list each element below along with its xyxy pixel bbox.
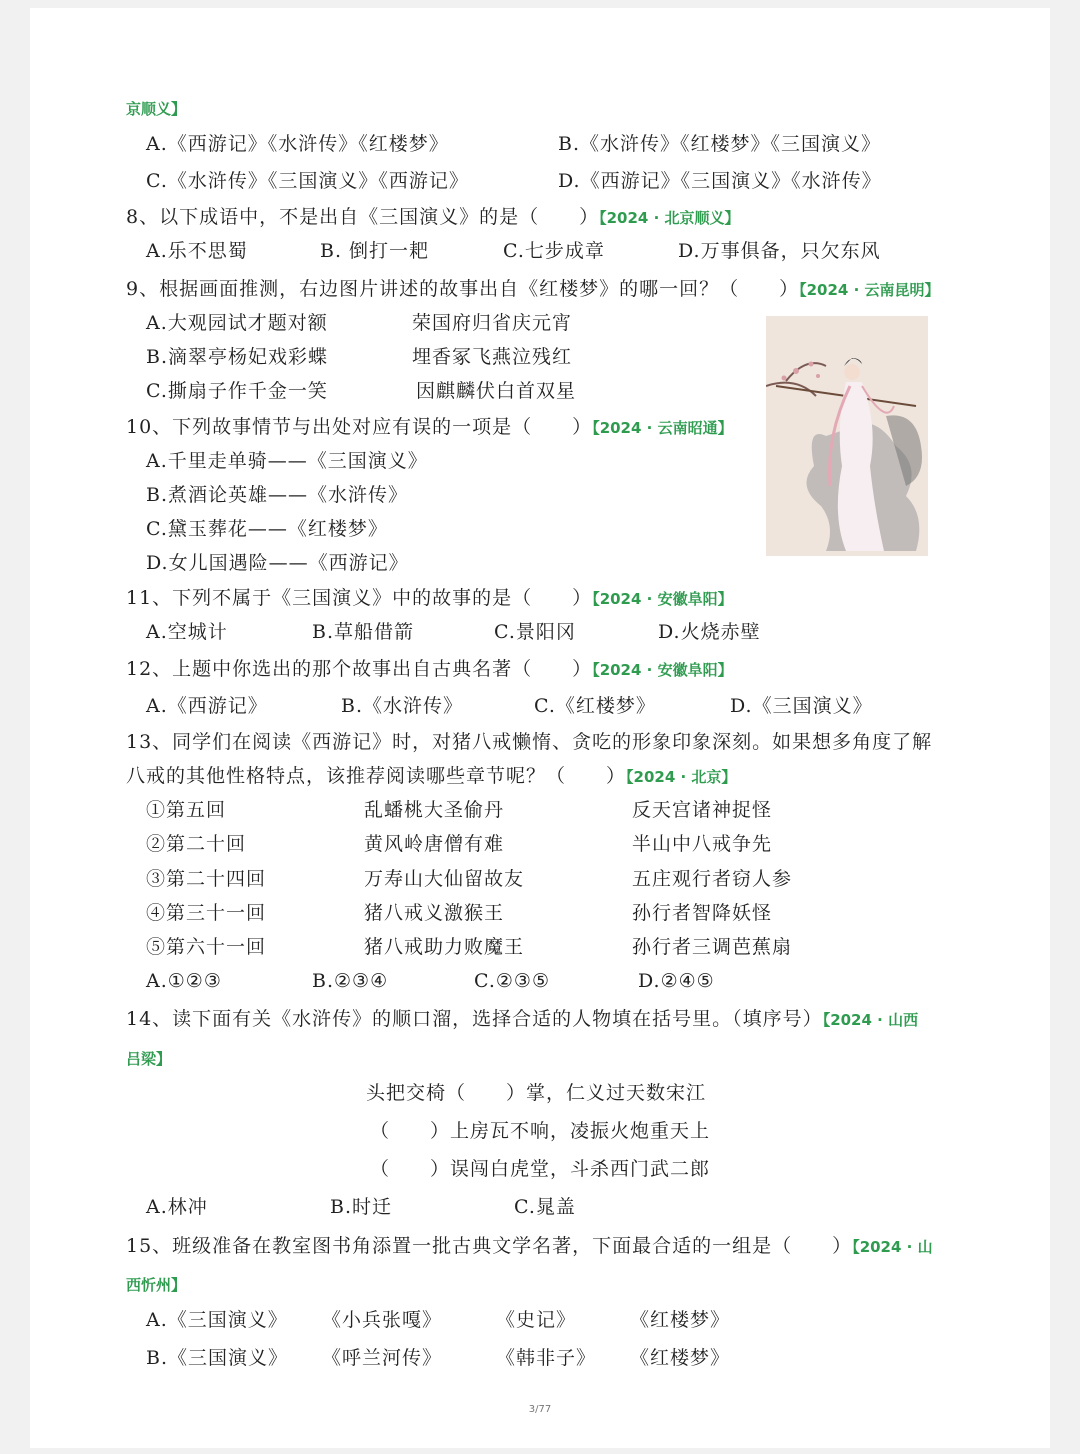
option-a-book-2: 《小兵张嘎》 bbox=[322, 1309, 443, 1331]
source-tag: 【2024 · 云南昆明】 bbox=[799, 281, 940, 299]
option-b: B.《水浒传》《红楼梦》《三国演义》 bbox=[558, 133, 882, 155]
option-b-book-4: 《红楼梦》 bbox=[630, 1347, 731, 1369]
option-b: B.《水浒传》 bbox=[341, 695, 464, 717]
question-text: 8、以下成语中，不是出自《三国演义》的是（ ） bbox=[126, 206, 600, 228]
chapter-title-1: 乱蟠桃大圣偷丹 bbox=[364, 799, 505, 821]
chapter-title-2: 反天宫诸神捉怪 bbox=[632, 799, 773, 821]
source-tag: 【2024 · 北京】 bbox=[626, 768, 737, 786]
rhyme-line-2: （ ）上房瓦不响，凌振火炮重天上 bbox=[370, 1120, 711, 1142]
option-d: D.万事俱备，只欠东风 bbox=[678, 240, 881, 262]
chapter-number: ③第二十四回 bbox=[146, 868, 267, 890]
chapter-title-1: 猪八戒助力败魔王 bbox=[364, 936, 525, 958]
question-13-line2 bbox=[126, 763, 736, 790]
chapter-title-2: 孙行者三调芭蕉扇 bbox=[632, 936, 793, 958]
option-a: A.千里走单骑——《三国演义》 bbox=[146, 450, 428, 472]
question-14 bbox=[126, 1006, 918, 1033]
question-text: 14、读下面有关《水浒传》的顺口溜，选择合适的人物填在括号里。（填序号） bbox=[126, 1008, 823, 1030]
option-c: C.七步成章 bbox=[503, 240, 605, 262]
chapter-title-2: 半山中八戒争先 bbox=[632, 833, 773, 855]
option-d: D.女儿国遇险——《西游记》 bbox=[146, 552, 409, 574]
option-b-book-1: B.《三国演义》 bbox=[146, 1347, 289, 1369]
option-d: D.火烧赤壁 bbox=[658, 621, 761, 643]
source-tag: 【2024 · 安徽阜阳】 bbox=[592, 661, 733, 679]
option-c: C.②③⑤ bbox=[474, 970, 550, 992]
question-8 bbox=[126, 204, 740, 231]
option-a: A.空城计 bbox=[146, 621, 228, 643]
option-b-book-3: 《韩非子》 bbox=[496, 1347, 597, 1369]
source-tag: 【2024 · 山 bbox=[852, 1238, 933, 1256]
option-a-line2: 荣国府归省庆元宵 bbox=[412, 312, 573, 334]
chapter-title-2: 五庄观行者窃人参 bbox=[632, 868, 793, 890]
chapter-number: ①第五回 bbox=[146, 799, 227, 821]
option-d: D.②④⑤ bbox=[638, 970, 715, 992]
question-text: 11、下列不属于《三国演义》中的故事的是（ ） bbox=[126, 587, 593, 609]
option-b-book-2: 《呼兰河传》 bbox=[322, 1347, 443, 1369]
source-tag-continued: 吕梁】 bbox=[126, 1050, 172, 1068]
option-a: A.《西游记》 bbox=[146, 695, 268, 717]
option-d: D.《西游记》《三国演义》《水浒传》 bbox=[558, 170, 882, 192]
option-d: D.《三国演义》 bbox=[730, 695, 873, 717]
rhyme-line-3: （ ）误闯白虎堂，斗杀西门武二郎 bbox=[370, 1158, 711, 1180]
source-tag-continued: 西忻州】 bbox=[126, 1276, 187, 1294]
option-a-line1: A.大观园试才题对额 bbox=[146, 312, 328, 334]
chapter-number: ②第二十回 bbox=[146, 833, 247, 855]
question-10 bbox=[126, 414, 733, 441]
option-b: B. 倒打一耙 bbox=[320, 240, 430, 262]
option-b: B.②③④ bbox=[312, 970, 389, 992]
chapter-title-1: 猪八戒义激猴王 bbox=[364, 902, 505, 924]
chapter-number: ④第三十一回 bbox=[146, 902, 267, 924]
option-c: C.《水浒传》《三国演义》《西游记》 bbox=[146, 170, 469, 192]
question-text: 12、上题中你选出的那个故事出自古典名著（ ） bbox=[126, 658, 593, 680]
option-a-book-4: 《红楼梦》 bbox=[630, 1309, 731, 1331]
chapter-title-1: 黄风岭唐僧有难 bbox=[364, 833, 505, 855]
rhyme-line-1: 头把交椅（ ）掌，仁义过天数宋江 bbox=[366, 1082, 707, 1104]
story-illustration bbox=[766, 316, 928, 556]
option-a: A.《西游记》《水浒传》《红楼梦》 bbox=[146, 133, 449, 155]
option-c-line1: C.撕扇子作千金一笑 bbox=[146, 380, 328, 402]
source-tag: 【2024 · 山西 bbox=[822, 1011, 919, 1029]
option-a-book-1: A.《三国演义》 bbox=[146, 1309, 288, 1331]
chapter-title-2: 孙行者智降妖怪 bbox=[632, 902, 773, 924]
option-c-line2: 因麒麟伏白首双星 bbox=[416, 380, 577, 402]
option-a: A.①②③ bbox=[146, 970, 222, 992]
option-b-line2: 埋香冢飞燕泣残红 bbox=[412, 346, 573, 368]
question-text: 15、班级准备在教室图书角添置一批古典文学名著，下面最合适的一组是（ ） bbox=[126, 1235, 853, 1257]
question-11 bbox=[126, 585, 733, 612]
option-c: C.黛玉葬花——《红楼梦》 bbox=[146, 518, 388, 540]
page-number: 3/77 bbox=[528, 1404, 552, 1415]
source-tag: 【2024 · 云南昭通】 bbox=[592, 419, 733, 437]
option-b-line1: B.滴翠亭杨妃戏彩蝶 bbox=[146, 346, 329, 368]
option-b: B.时迁 bbox=[330, 1196, 393, 1218]
option-c: C.《红楼梦》 bbox=[534, 695, 656, 717]
source-tag: 【2024 · 安徽阜阳】 bbox=[592, 590, 733, 608]
question-text: 10、下列故事情节与出处对应有误的一项是（ ） bbox=[126, 416, 593, 438]
option-a-book-3: 《史记》 bbox=[496, 1309, 577, 1331]
option-a: A.乐不思蜀 bbox=[146, 240, 248, 262]
question-15 bbox=[126, 1233, 933, 1260]
option-c: C.景阳冈 bbox=[494, 621, 576, 643]
question-13-line1: 13、同学们在阅读《西游记》时，对猪八戒懒惰、贪吃的形象印象深刻。如果想多角度了解 bbox=[126, 731, 933, 753]
option-a: A.林冲 bbox=[146, 1196, 208, 1218]
option-c: C.晁盖 bbox=[514, 1196, 576, 1218]
option-b: B.草船借箭 bbox=[312, 621, 415, 643]
question-12 bbox=[126, 656, 733, 683]
option-b: B.煮酒论英雄——《水浒传》 bbox=[146, 484, 409, 506]
question-9 bbox=[126, 276, 940, 303]
chapter-title-1: 万寿山大仙留故友 bbox=[364, 868, 525, 890]
question-text: 9、根据画面推测，右边图片讲述的故事出自《红楼梦》的哪一回？（ ） bbox=[126, 278, 800, 300]
source-tag: 【2024 · 北京顺义】 bbox=[599, 209, 740, 227]
source-tag: 京顺义】 bbox=[126, 100, 187, 118]
question-text: 八戒的其他性格特点，该推荐阅读哪些章节呢？（ ） bbox=[126, 765, 627, 787]
chapter-number: ⑤第六十一回 bbox=[146, 936, 267, 958]
